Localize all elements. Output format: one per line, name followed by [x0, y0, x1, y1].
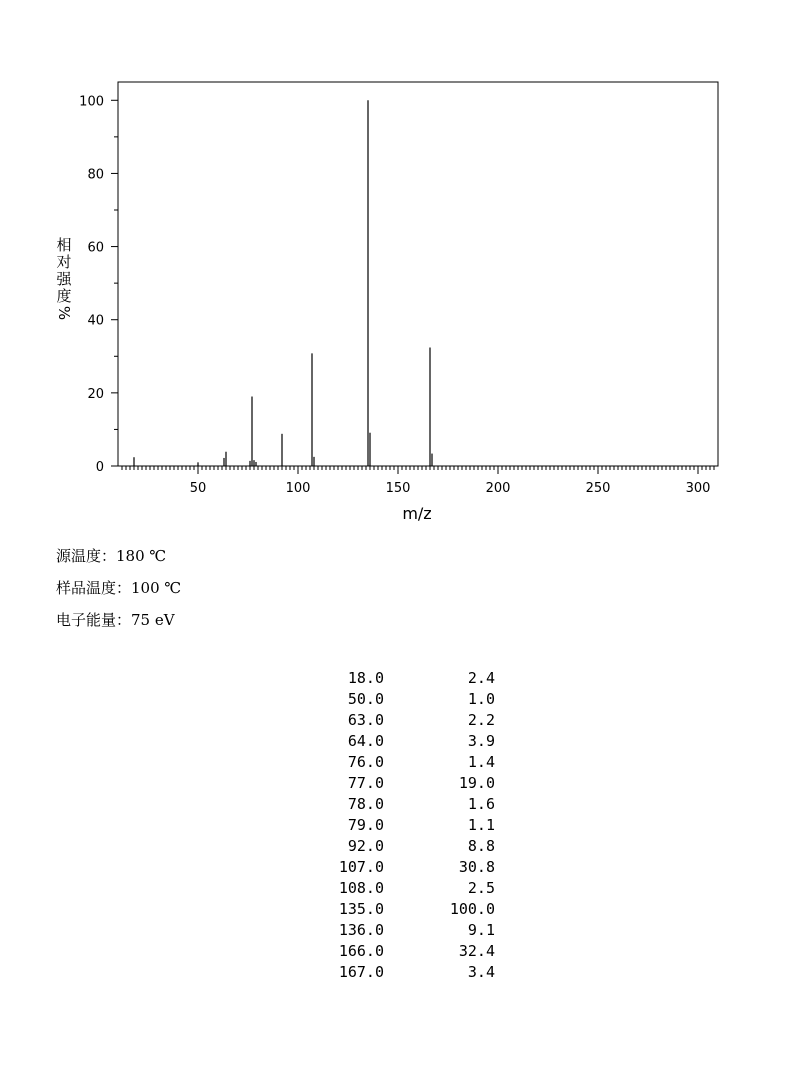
- intensity-cell: 19.0: [458, 774, 495, 792]
- mz-cell: 50.0: [347, 690, 384, 708]
- table-row: [318, 752, 495, 773]
- mz-cell: 167.0: [338, 963, 384, 981]
- x-axis-title: m/z: [402, 504, 432, 523]
- table-row: [318, 689, 495, 710]
- y-tick-label: 0: [95, 460, 104, 475]
- x-tick-label: 100: [285, 481, 311, 496]
- mz-cell: 107.0: [338, 858, 384, 876]
- intensity-cell: 9.1: [467, 921, 495, 939]
- intensity-cell: 2.5: [467, 879, 495, 897]
- y-axis-title-char: 对: [56, 253, 72, 271]
- table-row: [318, 941, 495, 962]
- y-axis-title-char: 相: [56, 236, 72, 254]
- table-row: [318, 899, 495, 920]
- mz-cell: 79.0: [347, 816, 384, 834]
- spectrum-peaks: [134, 100, 432, 466]
- mz-cell: 166.0: [338, 942, 384, 960]
- intensity-cell: 2.4: [467, 669, 495, 687]
- y-axis-title: [55, 236, 73, 320]
- intensity-cell: 30.8: [458, 858, 495, 876]
- table-row: [318, 794, 495, 815]
- mz-cell: 64.0: [347, 732, 384, 750]
- table-row: [318, 878, 495, 899]
- y-tick-label: 80: [87, 167, 104, 183]
- intensity-cell: 32.4: [458, 942, 495, 960]
- y-axis-title-char: 强: [56, 270, 72, 288]
- mz-cell: 78.0: [347, 795, 384, 813]
- intensity-cell: 1.4: [467, 753, 495, 771]
- table-row: [318, 815, 495, 836]
- table-row: [318, 731, 495, 752]
- intensity-cell: 8.8: [467, 837, 495, 855]
- table-row: [318, 710, 495, 731]
- source-temperature: 源温度：180 ℃: [56, 547, 167, 565]
- x-tick-label: 50: [189, 481, 207, 496]
- y-axis-title-char: 度: [56, 287, 72, 305]
- x-tick-label: 300: [685, 481, 711, 496]
- table-row: [318, 920, 495, 941]
- mz-cell: 76.0: [347, 753, 384, 771]
- x-tick-label: 150: [385, 481, 411, 496]
- intensity-cell: 1.1: [467, 816, 495, 834]
- y-tick-label: 60: [87, 240, 104, 256]
- table-row: [318, 836, 495, 857]
- mz-cell: 18.0: [347, 669, 384, 687]
- x-tick-label: 250: [585, 481, 611, 496]
- y-tick-label: 100: [79, 94, 104, 110]
- mz-cell: 63.0: [347, 711, 384, 729]
- table-row: [318, 962, 495, 983]
- intensity-cell: 1.0: [467, 690, 495, 708]
- y-tick-label: 40: [87, 313, 104, 329]
- table-row: [318, 773, 495, 794]
- intensity-cell: 3.9: [467, 732, 495, 750]
- table-row: [318, 668, 495, 689]
- x-axis-ticks: [190, 466, 711, 496]
- electron-energy: 电子能量：75 eV: [56, 611, 175, 629]
- intensity-cell: 2.2: [467, 711, 495, 729]
- intensity-cell: 100.0: [449, 900, 495, 918]
- mz-cell: 108.0: [338, 879, 384, 897]
- x-tick-label: 200: [485, 481, 511, 496]
- mz-cell: 92.0: [347, 837, 384, 855]
- y-axis-ticks: [79, 94, 118, 475]
- mz-cell: 136.0: [338, 921, 384, 939]
- intensity-cell: 1.6: [467, 795, 495, 813]
- mz-cell: 77.0: [347, 774, 384, 792]
- peak-table: [318, 668, 495, 983]
- intensity-cell: 3.4: [467, 963, 495, 981]
- mz-cell: 135.0: [338, 900, 384, 918]
- y-axis-title-char: %: [55, 305, 73, 321]
- minor-ticks: [114, 137, 714, 470]
- table-row: [318, 857, 495, 878]
- plot-frame: [118, 82, 718, 466]
- y-tick-label: 20: [87, 386, 104, 402]
- sample-temperature: 样品温度：100 ℃: [56, 579, 182, 597]
